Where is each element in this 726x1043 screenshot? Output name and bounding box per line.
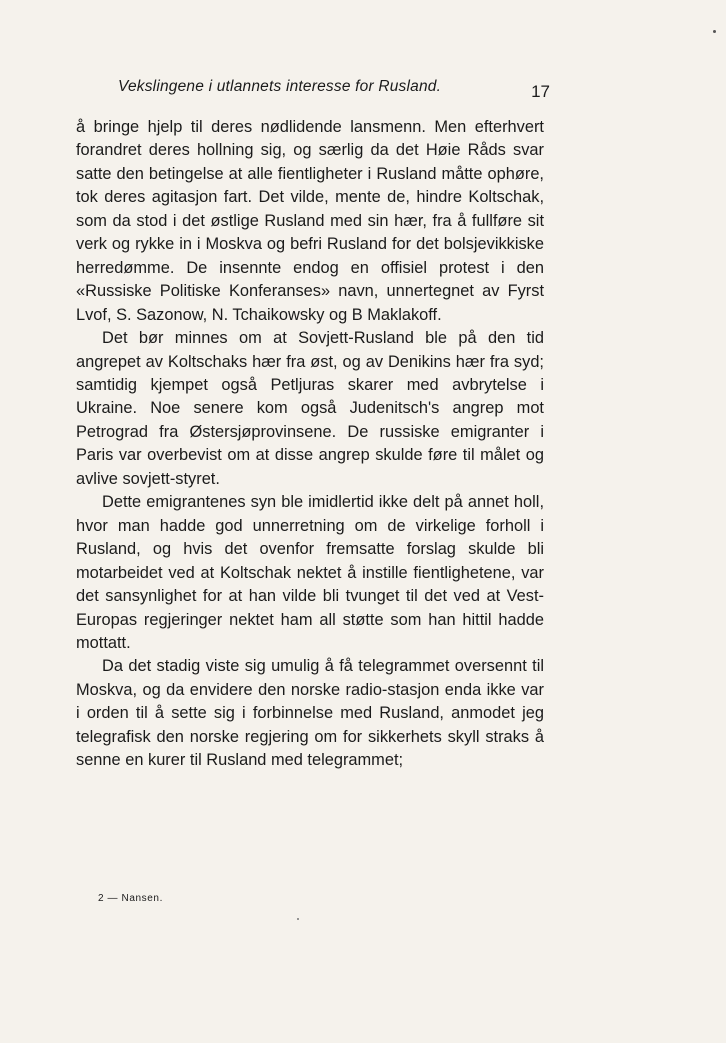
paragraph-4: Da det stadig viste sig umulig å få telegrammet oversennt til Moskva, og da envidere den norske radio-stasjon enda ikke var i orden til å sette sig i forbinnelse med Rusland, anmodet jeg telegrafisk den norske regjering om for sikkerhets skyll straks å senne en kurer til Rusland med telegrammet; bbox=[76, 657, 544, 770]
paragraph-2: Det bør minnes om at Sovjett-Rusland ble på den tid angrepet av Koltschaks hær fra øst, og av Denikins hær fra syd; samtidig kjempet også Petljuras skarer med avbrytelse i Ukraine. Noe senere kom også Judenitsch's angrep mot Petrograd fra Østersjøprovinsene. De russiske emigranter i Paris var overbevist om at disse angrep skulde føre til målet og avlive sovjett-styret. bbox=[76, 329, 544, 488]
running-title: Vekslingene i utlannets interesse for Rusland. bbox=[118, 78, 442, 95]
body-text bbox=[76, 116, 544, 773]
scan-speck bbox=[297, 918, 299, 920]
page-header bbox=[118, 78, 550, 102]
scan-mark bbox=[713, 30, 716, 33]
printer-signature: 2 — Nansen. bbox=[98, 893, 163, 904]
page-number: 17 bbox=[531, 82, 550, 101]
paragraph-1: å bringe hjelp til deres nødlidende lansmenn. Men efterhvert forandret deres hollning sig, og særlig da det Høie Råds svar satte den betingelse at alle fientligheter i Rusland måtte ophøre, tok deres agitasjon fart. Det vilde, mente de, hindre Koltschak, som da stod i det østlige Rusland med sin hær, fra å fullføre sit verk og rykke in i Moskva og befri Rusland for det bolsjevikkiske herredømme. De insennte endog en offisiel protest i den «Russiske Politiske Konferanses» navn, unnertegnet av Fyrst Lvof, S. Sazonow, N. Tchaikowsky og B Maklakoff. bbox=[76, 118, 544, 324]
paragraph-3: Dette emigrantenes syn ble imidlertid ikke delt på annet holl, hvor man hadde god unnerretning om de virkelige forholl i Rusland, og hvis det ovenfor fremsatte forslag skulde bli motarbeidet ved at Koltschak nektet å instille fientlighetene, var det sansynlighet for at han vilde bli tvunget til det ved at Vest-Europas regjeringer nektet ham all støtte som han hittil hadde mottatt. bbox=[76, 493, 544, 652]
